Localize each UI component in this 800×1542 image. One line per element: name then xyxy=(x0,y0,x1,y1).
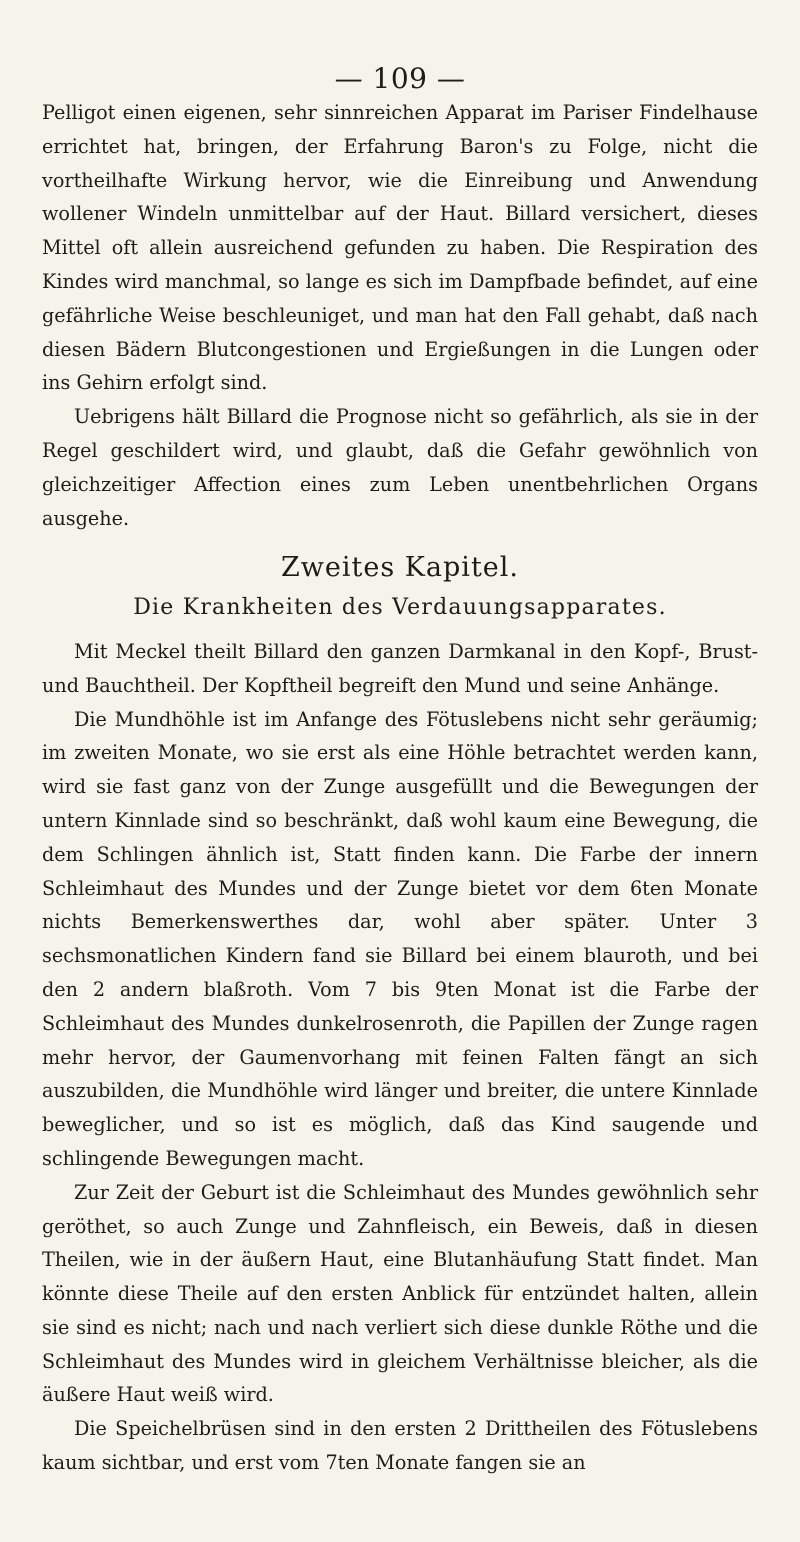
chapter-subtitle: Die Krankheiten des Verdauungsapparates. xyxy=(133,595,667,621)
paragraph: Die Mundhöhle ist im Anfange des Fötuslebens nicht sehr geräumig; im zweiten Monate, wo sie erst als eine Höhle betrachtet werden kann, wird sie fast ganz von der Zunge ausgefüllt und die Bewegungen der untern Kinnlade sind so beschränkt, daß wohl kaum eine Bewegung, die dem Schlingen ähnlich ist, Statt finden kann. Die Farbe der innern Schleimhaut des Mundes und der Zunge bietet vor dem 6ten Monate nichts Bemerkenswerthes dar, wohl aber später. Unter 3 sechsmonatlichen Kindern fand sie Billard bei einem blauroth, und bei den 2 andern blaßroth. Vom 7 bis 9ten Monat ist die Farbe der Schleimhaut des Mundes dunkelrosenroth, die Papillen der Zunge ragen mehr hervor, der Gaumenvorhang mit feinen Falten fängt an sich auszubilden, die Mundhöhle wird länger und breiter, die untere Kinnlade beweglicher, und so ist es möglich, daß das Kind saugende und schlingende Bewegungen macht. xyxy=(42,707,758,1170)
paragraph: Uebrigens hält Billard die Prognose nicht so gefährlich, als sie in der Regel geschildert wird, und glaubt, daß die Gefahr gewöhnlich von gleichzeitiger Affection eines zum Leben unentbehrlichen Organs ausgehe. xyxy=(42,405,758,530)
paragraph: Pelligot einen eigenen, sehr sinnreichen Apparat im Pariser Findelhause errichtet hat, bringen, der Erfahrung Baron's zu Folge, nicht die vortheilhafte Wirkung hervor, wie die Einreibung und Anwendung wollener Windeln unmittelbar auf der Haut. Billard versichert, dieses Mittel oft allein ausreichend gefunden zu haben. Die Respiration des Kindes wird manchmal, so lange es sich im Dampfbade befindet, auf eine gefährliche Weise beschleuniget, und man hat den Fall gehabt, daß nach diesen Bädern Blutcongestionen und Ergießungen in die Lungen oder ins Gehirn erfolgt sind. xyxy=(42,101,758,395)
page-header xyxy=(0,62,800,95)
body-text xyxy=(42,96,758,1480)
paragraph: Die Speichelbrüsen sind in den ersten 2 Drittheilen des Fötuslebens kaum sichtbar, und erst vom 7ten Monate fangen sie an xyxy=(42,1417,758,1475)
page-number: — 109 — xyxy=(334,62,466,95)
chapter-heading: Zweites Kapitel. xyxy=(281,552,519,584)
paragraph: Mit Meckel theilt Billard den ganzen Darmkanal in den Kopf-, Brust- und Bauchtheil. Der Kopftheil begreift den Mund und seine Anhänge. xyxy=(42,639,758,697)
paragraph: Zur Zeit der Geburt ist die Schleimhaut des Mundes gewöhnlich sehr geröthet, so auch Zunge und Zahnfleisch, ein Beweis, daß in diesen Theilen, wie in der äußern Haut, eine Blutanhäufung Statt findet. Man könnte diese Theile auf den ersten Anblick für entzündet halten, allein sie sind es nicht; nach und nach verliert sich diese dunkle Röthe und die Schleimhaut des Mundes wird in gleichem Verhältnisse bleicher, als die äußere Haut weiß wird. xyxy=(42,1180,758,1407)
